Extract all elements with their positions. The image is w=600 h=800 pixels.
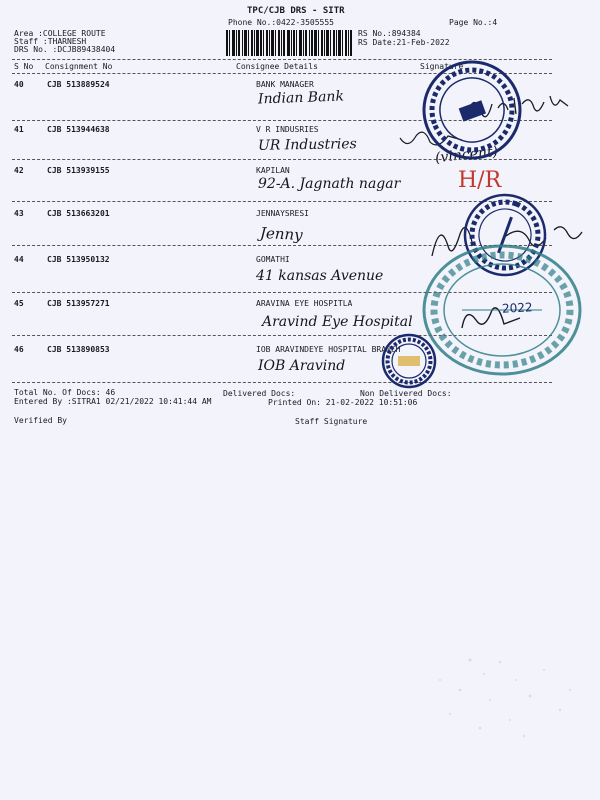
- row-43-handwriting: Jenny: [259, 223, 304, 245]
- staff-field: Staff :THARNESH: [14, 37, 87, 46]
- row-44-consignment: CJB 513950132: [47, 255, 110, 264]
- entered-by: Entered By :SITRA1 02/21/2022 10:41:44 AM: [14, 397, 212, 406]
- rs-number: RS No.:894384: [358, 29, 421, 38]
- row-40-sno: 40: [14, 80, 24, 89]
- row-43-consignee: JENNAYSRESI: [256, 209, 309, 218]
- row-45-handwriting: Aravind Eye Hospital: [262, 314, 413, 330]
- staff-signature-label: Staff Signature: [295, 417, 368, 426]
- row-41-sno: 41: [14, 125, 24, 134]
- row-41-consignment: CJB 513944638: [47, 125, 110, 134]
- col-signature: Signature: [420, 62, 464, 71]
- bank-stamp: [420, 58, 524, 162]
- row-42-consignee: KAPILAN: [256, 166, 290, 175]
- row-44-handwriting: 41 kansas Avenue: [256, 268, 384, 284]
- delivered-docs: Delivered Docs:: [223, 389, 296, 398]
- printed-on: Printed On: 21-02-2022 10:51:06: [268, 398, 418, 407]
- row-40-consignment: CJB 513889524: [47, 80, 110, 89]
- row-46-sno: 46: [14, 345, 24, 354]
- row-41-consignee: V R INDUSRIES: [256, 125, 319, 134]
- row-45-consignment: CJB 513957271: [47, 299, 110, 308]
- row-44-consignee: GOMATHI: [256, 255, 290, 264]
- non-delivered-docs: Non Delivered Docs:: [360, 389, 452, 398]
- row-41-handwriting: UR Industries: [257, 136, 357, 154]
- col-consignment-no: Consignment No: [45, 62, 113, 71]
- row-44-sno: 44: [14, 255, 24, 264]
- row-40-handwriting: Indian Bank: [257, 88, 345, 108]
- row-42-consignment: CJB 513939155: [47, 166, 110, 175]
- row-43-consignment: CJB 513663201: [47, 209, 110, 218]
- barcode: [226, 30, 352, 56]
- row-40-consignee: BANK MANAGER: [256, 80, 314, 89]
- col-s-no: S No: [14, 62, 34, 71]
- row-46-handwriting: IOB Aravind: [258, 358, 346, 374]
- document-title: TPC/CJB DRS - SITR: [247, 6, 345, 16]
- col-consignee-details: Consignee Details: [236, 62, 318, 71]
- row-43-sno: 43: [14, 209, 24, 218]
- stamp-date: 2022: [501, 300, 533, 316]
- row-46-consignment: CJB 513890853: [47, 345, 110, 354]
- row-42-handwriting: 92-A. Jagnath nagar: [258, 176, 401, 192]
- row-42-red-signature: H/R: [458, 168, 502, 193]
- drs-number: DRS No. :DCJB89438404: [14, 45, 116, 54]
- row-46-consignee: IOB ARAVINDEYE HOSPITAL BRANCH: [256, 345, 401, 354]
- total-docs: Total No. Of Docs: 46: [14, 388, 116, 397]
- row-41-signature: (vincent): [434, 143, 499, 167]
- table-rule-bottom: [12, 382, 552, 383]
- phone-number: Phone No.:0422-3505555: [228, 18, 334, 27]
- rs-date: RS Date:21-Feb-2022: [358, 38, 450, 47]
- scan-noise: [420, 640, 580, 750]
- row-42-sno: 42: [14, 166, 24, 175]
- area-field: Area :COLLEGE ROUTE: [14, 29, 106, 38]
- row-45-consignee: ARAVINA EYE HOSPITLA: [256, 299, 353, 308]
- verified-by: Verified By: [14, 416, 67, 425]
- page-number: Page No.:4: [449, 18, 498, 27]
- row-45-sno: 45: [14, 299, 24, 308]
